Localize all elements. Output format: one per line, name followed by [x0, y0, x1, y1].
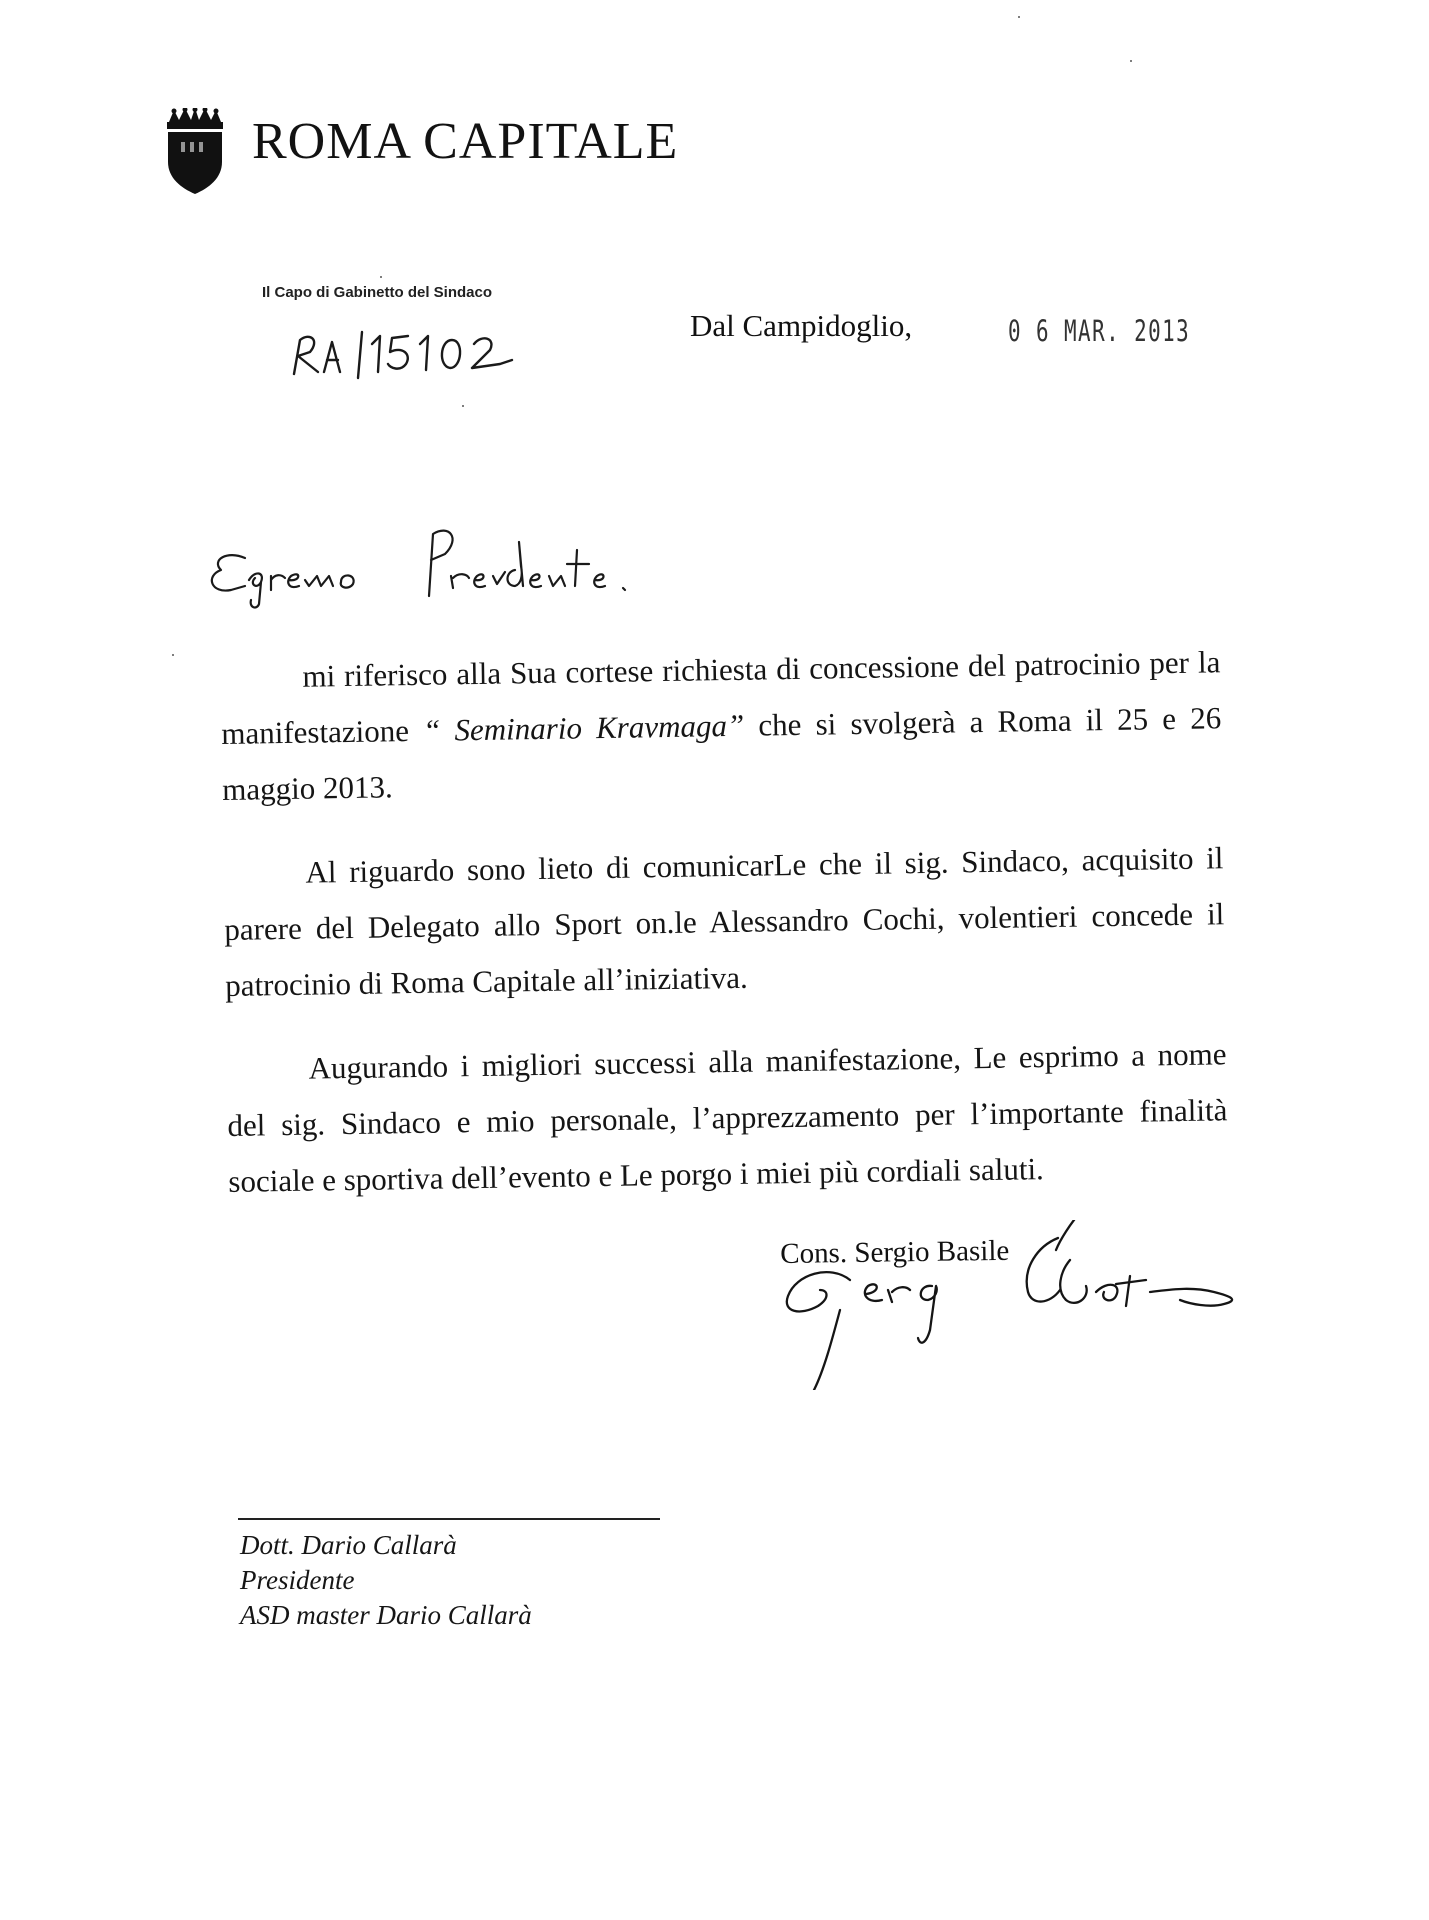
date-stamp: 0 6 MAR. 2013 [1008, 314, 1191, 348]
recipient-block [240, 1528, 532, 1633]
body-paragraph-1-text-a: mi riferisco alla Sua cortese richiesta di concessione del patrocinio per la manifestazione [221, 644, 1221, 751]
recipient-name: Dott. Dario Callarà [240, 1530, 457, 1560]
signer-name: Cons. Sergio Basile [780, 1234, 1010, 1270]
handwritten-salutation [205, 520, 675, 610]
handwritten-signature [770, 1220, 1250, 1390]
recipient-divider [238, 1518, 660, 1520]
scan-speck [462, 405, 464, 407]
body-paragraph-1 [220, 634, 1223, 818]
recipient-role: Presidente [240, 1565, 355, 1595]
org-name: ROMA CAPITALE [252, 113, 679, 170]
scan-speck [1018, 16, 1020, 18]
recipient-organization: ASD master Dario Callarà [240, 1600, 532, 1630]
event-name: “ Seminario Kravmaga” [422, 707, 745, 748]
office-title: Il Capo di Gabinetto del Sindaco [262, 284, 493, 301]
scan-speck [380, 276, 382, 278]
body-paragraph-1-text-b: che si svolgerà a Roma il 25 e 26 maggio 2013. [221, 700, 1222, 807]
handwritten-protocol-number [288, 326, 518, 382]
body-paragraph-2: Al riguardo sono lieto di comunicarLe che il sig. Sindaco, acquisito il parere del Delegato allo Sport on.le Alessandro Cochi, volentieri concede il patrocinio di Roma Capitale all’iniziativa. [224, 840, 1225, 1003]
place-of-writing: Dal Campidoglio, [690, 308, 913, 343]
roman-crest-icon [165, 108, 225, 194]
body-paragraph-3: Augurando i migliori successi alla manifestazione, Le esprimo a nome del sig. Sindaco e mio personale, l’apprezzamento per l’importante finalità sociale e sportiva dell’evento e Le porgo i miei più cordiali saluti. [227, 1036, 1228, 1199]
letter-body [220, 634, 1229, 1238]
scan-speck [172, 654, 174, 656]
scan-speck [1130, 60, 1132, 62]
